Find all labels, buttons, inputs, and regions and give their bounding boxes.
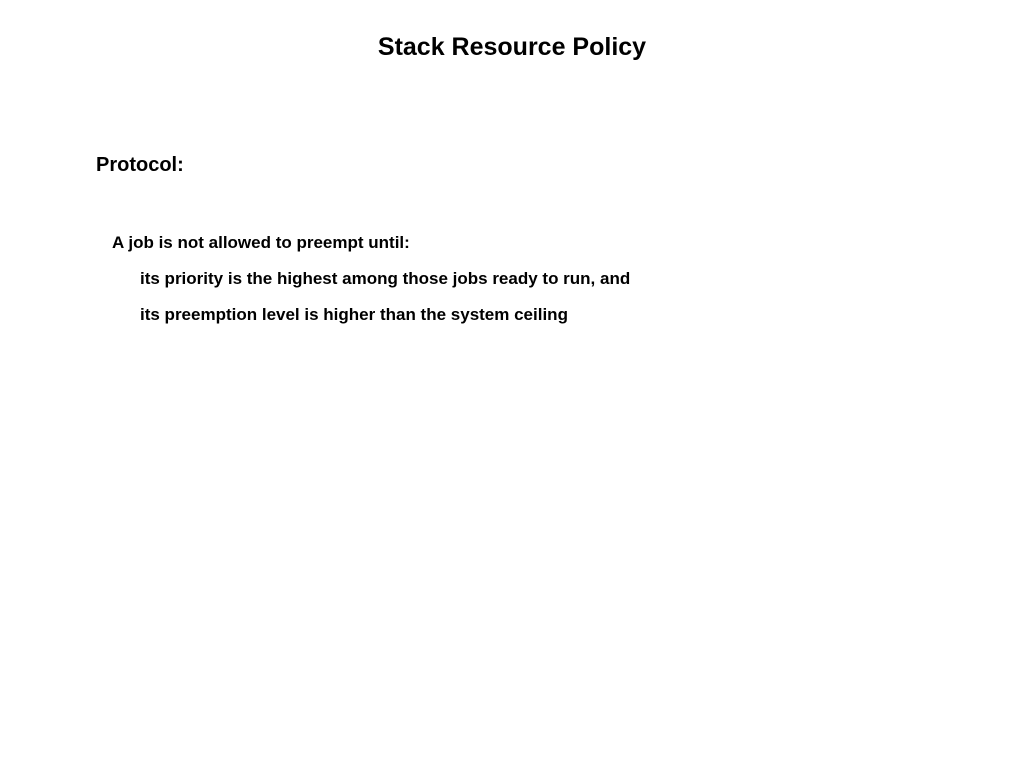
section-heading: Protocol: <box>96 154 184 176</box>
condition-item: its priority is the highest among those jobs ready to run, and <box>140 269 631 288</box>
rule-intro: A job is not allowed to preempt until: <box>112 233 410 252</box>
slide-title: Stack Resource Policy <box>377 33 647 61</box>
condition-item: its preemption level is higher than the system ceiling <box>140 305 568 324</box>
